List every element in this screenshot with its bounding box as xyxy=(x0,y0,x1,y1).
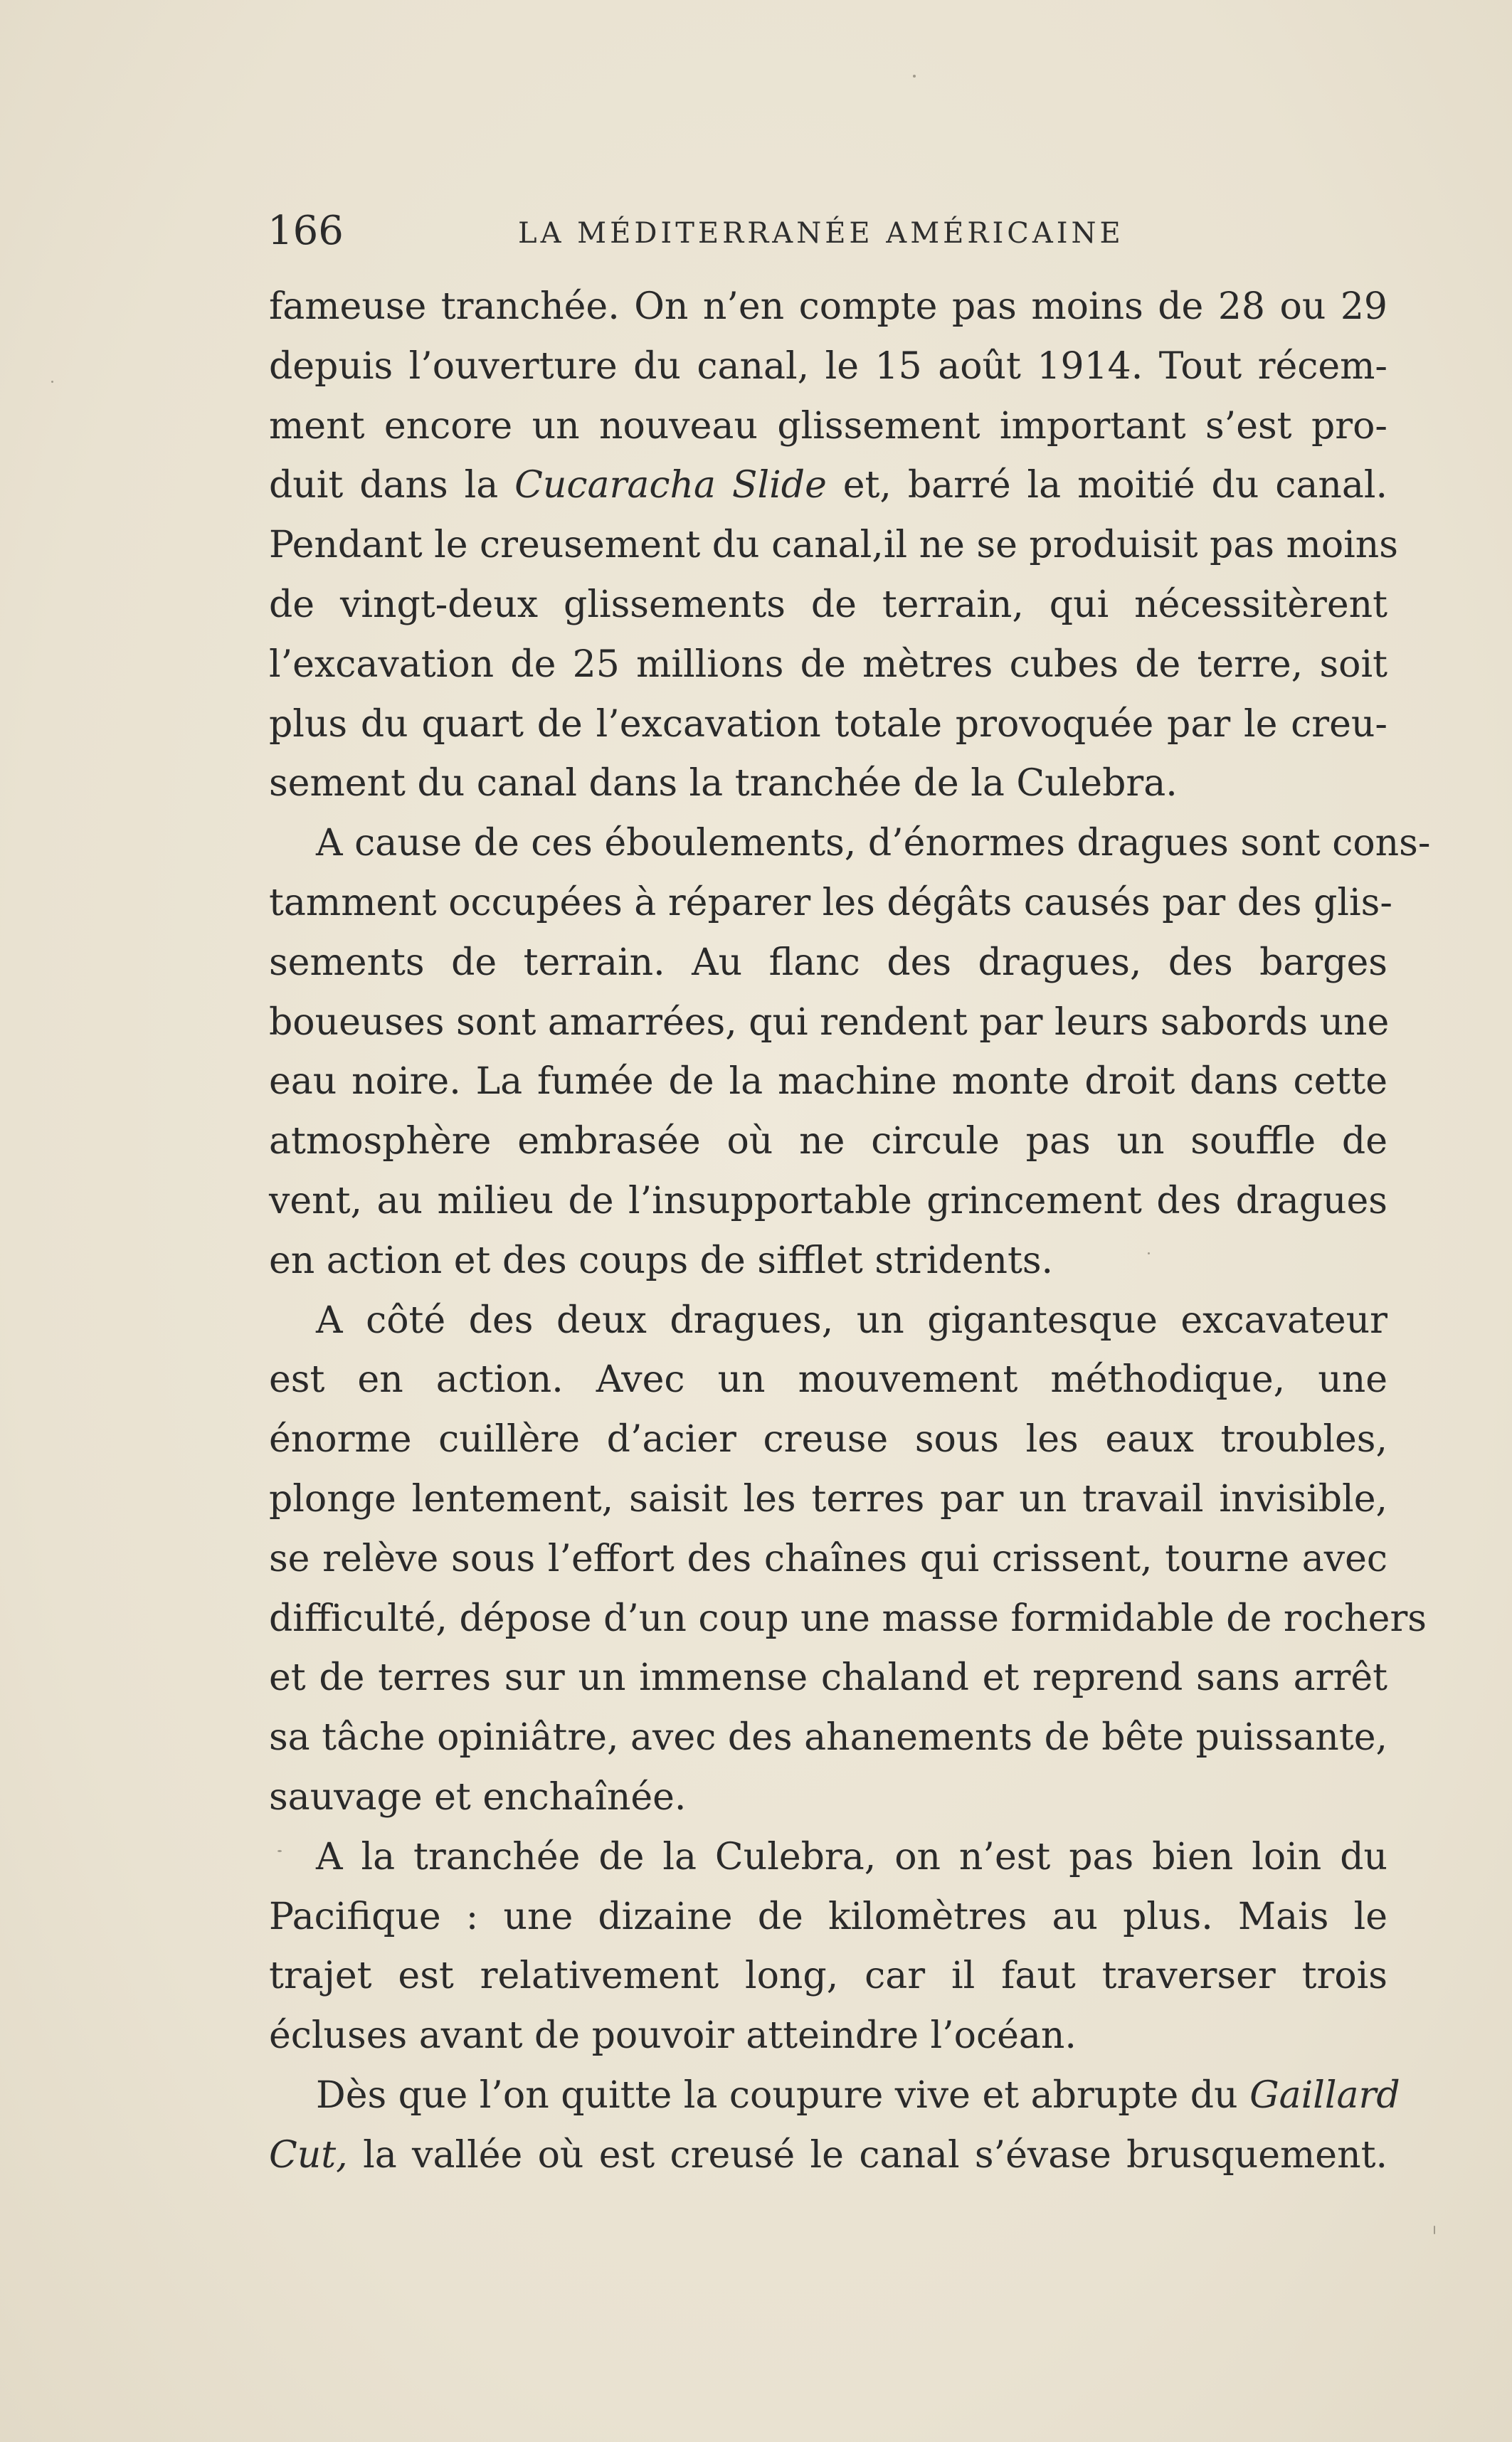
text-line: Pacifique : une dizaine de kilomètres au plus. Mais le xyxy=(269,1895,1387,1938)
text-line: plonge lentement, saisit les terres par un travail invisible, xyxy=(269,1477,1387,1521)
text-line: Pendant le creusement du canal,il ne se produisit pas moins xyxy=(269,524,1398,567)
text-line: écluses avant de pouvoir atteindre l’océan. xyxy=(269,2014,1077,2058)
text-line: est en action. Avec un mouvement méthodique, une xyxy=(269,1358,1387,1402)
text-line xyxy=(269,2066,1400,2126)
text-line: atmosphère embrasée où ne circule pas un souffle de xyxy=(269,1120,1387,1163)
text-line: A la tranchée de la Culebra, on n’est pas bien loin du xyxy=(316,1835,1387,1878)
text-line: difficulté, dépose d’un coup une masse formidable de rochers xyxy=(269,1597,1427,1640)
text-line: A cause de ces éboulements, d’énormes dragues sont cons- xyxy=(316,822,1431,865)
body-text xyxy=(269,278,1431,2186)
italic-phrase: Cucaracha Slide xyxy=(514,464,827,507)
text-line: et de terres sur un immense chaland et reprend sans arrêt xyxy=(269,1656,1387,1700)
paper-speck xyxy=(51,381,53,383)
page-number: 166 xyxy=(268,208,344,254)
text-line: l’excavation de 25 millions de mètres cubes de terre, soit xyxy=(269,643,1387,686)
text-line: de vingt-deux glissements de terrain, qui nécessitèrent xyxy=(269,583,1387,626)
page-header xyxy=(268,206,1395,256)
text-line xyxy=(269,2126,1387,2186)
text-line: en action et des coups de sifflet stridents. xyxy=(269,1239,1054,1282)
text-line: énorme cuillère d’acier creuse sous les eaux troubles, xyxy=(269,1418,1387,1462)
text-line: plus du quart de l’excavation totale provoquée par le creu- xyxy=(269,702,1387,746)
text-line: ment encore un nouveau glissement important s’est pro- xyxy=(269,404,1387,448)
text-line: fameuse tranchée. On n’en compte pas moins de 28 ou 29 xyxy=(269,285,1387,328)
text-run: et, barré la moitié du canal. xyxy=(826,464,1387,507)
text-run: duit dans la xyxy=(269,464,515,507)
text-run: la vallée où est creusé le canal s’évase brusquement. xyxy=(347,2133,1387,2177)
text-line: boueuses sont amarrées, qui rendent par leurs sabords une xyxy=(269,1000,1390,1044)
paper-speck xyxy=(913,75,916,78)
text-run: Dès que l’on quitte la coupure vive et abrupte du xyxy=(316,2073,1250,2117)
italic-phrase: Cut, xyxy=(269,2133,348,2177)
text-line: vent, au milieu de l’insupportable grincement des dragues xyxy=(269,1179,1387,1222)
text-line: sa tâche opiniâtre, avec des ahanements de bête puissante, xyxy=(269,1716,1387,1760)
paper-speck xyxy=(277,1850,282,1852)
text-line: eau noire. La fumée de la machine monte droit dans cette xyxy=(269,1060,1387,1104)
text-line: trajet est relativement long, car il faut traverser trois xyxy=(269,1955,1387,1998)
text-line: sements de terrain. Au flanc des dragues, des barges xyxy=(269,941,1387,984)
italic-phrase: Gaillard xyxy=(1249,2073,1400,2117)
running-title: LA MÉDITERRANÉE AMÉRICAINE xyxy=(518,217,1124,250)
text-line: depuis l’ouverture du canal, le 15 août 1914. Tout récem- xyxy=(269,344,1387,388)
text-line: tamment occupées à réparer les dégâts causés par des glis- xyxy=(269,881,1392,924)
text-line xyxy=(269,456,1387,516)
text-line: sement du canal dans la tranchée de la Culebra. xyxy=(269,762,1178,805)
text-line: A côté des deux dragues, un gigantesque excavateur xyxy=(316,1299,1387,1342)
text-line: sauvage et enchaînée. xyxy=(269,1775,687,1819)
paper-speck xyxy=(1434,2226,1435,2234)
paper-speck xyxy=(1148,1252,1150,1254)
text-line: se relève sous l’effort des chaînes qui crissent, tourne avec xyxy=(269,1537,1387,1580)
